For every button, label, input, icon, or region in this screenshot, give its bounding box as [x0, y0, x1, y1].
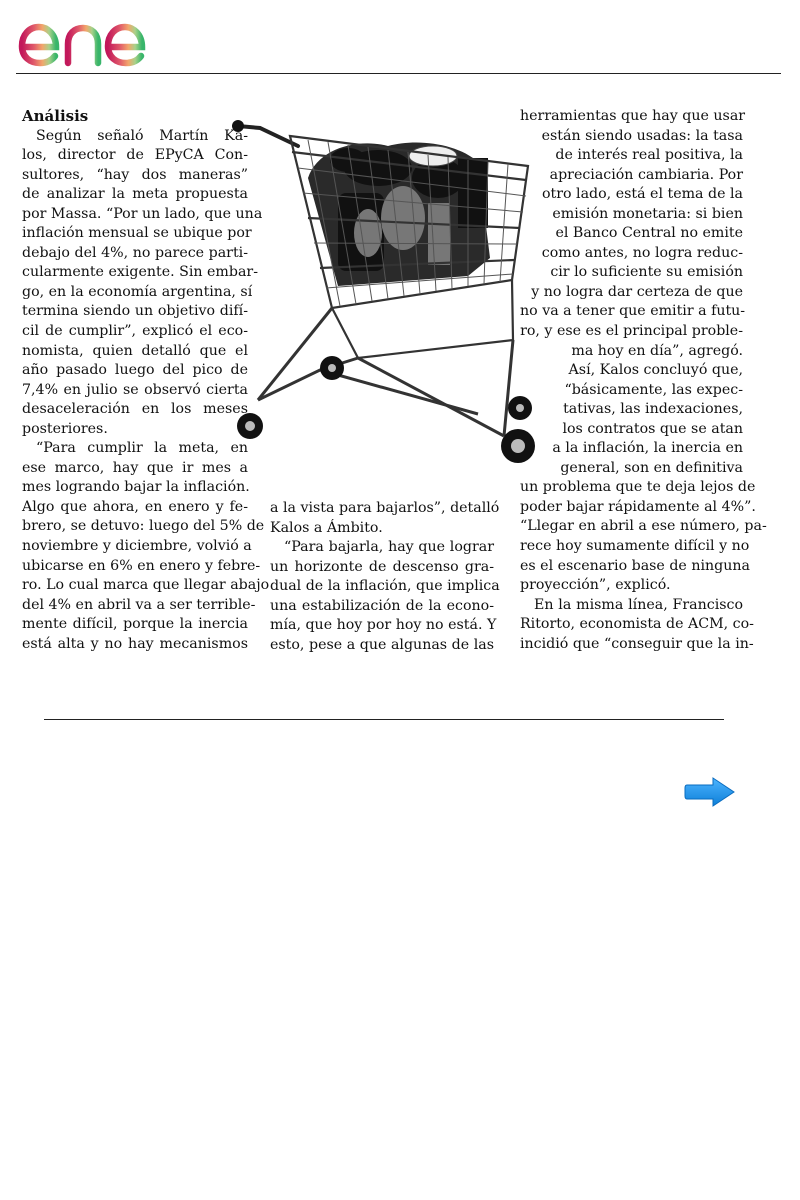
- text-line: rece hoy sumamente difícil y no: [520, 538, 750, 555]
- text-line: están siendo usadas: la tasa: [541, 127, 743, 144]
- text-line: de interés real positiva, la: [555, 147, 743, 164]
- text-line: otro lado, está el tema de la: [541, 186, 743, 203]
- text-line: un horizonte de descenso gra-: [270, 558, 494, 575]
- header-rule: [16, 73, 781, 74]
- text-line: un problema que te deja lejos de: [520, 479, 756, 496]
- article-column-2: [270, 499, 500, 655]
- text-line: apreciación cambiaria. Por: [549, 166, 743, 183]
- text-line: los contratos que se atan: [562, 420, 743, 437]
- text-line: a la inflación, la inercia en: [552, 440, 743, 457]
- text-line: ro. Lo cual marca que llegar abajo: [22, 577, 270, 594]
- text-line: cir lo suficiente su emisión: [550, 264, 743, 281]
- text-line: no va a tener que emitir a futu-: [520, 303, 746, 320]
- text-line: desaceleración en los meses: [22, 401, 248, 418]
- text-line: general, son en definitiva: [560, 459, 743, 476]
- text-line: Según señaló Martín Ka-: [36, 127, 248, 144]
- text-line: ma hoy en día”, agregó.: [571, 342, 743, 359]
- text-line: de analizar la meta propuesta: [22, 186, 248, 203]
- text-line: está alta y no hay mecanismos: [22, 635, 248, 652]
- text-line: y no logra dar certeza de que: [531, 283, 743, 300]
- text-line: ubicarse en 6% en enero y febre-: [22, 557, 261, 574]
- article-column-1: [22, 107, 270, 654]
- article-column-3: [520, 107, 767, 654]
- text-line: termina siendo un objetivo difí-: [22, 303, 248, 320]
- text-line: por Massa. “Por un lado, que una: [22, 205, 263, 222]
- text-line: dual de la inflación, que implica: [270, 578, 500, 595]
- text-line: 7,4% en julio se observó cierta: [22, 381, 248, 398]
- text-line: “Para cumplir la meta, en: [36, 440, 248, 457]
- text-line: herramientas que hay que usar: [520, 108, 746, 124]
- text-line: incidió que “conseguir que la in-: [520, 635, 754, 652]
- text-line: los, director de EPyCA Con-: [22, 147, 248, 164]
- text-line: Kalos a Ámbito.: [270, 519, 383, 536]
- text-line: cularmente exigente. Sin embar-: [22, 264, 258, 281]
- text-line: mes logrando bajar la inflación.: [22, 479, 250, 496]
- text-line: ese marco, hay que ir mes a: [22, 459, 248, 476]
- text-line: En la misma línea, Francisco: [534, 596, 743, 613]
- text-line: debajo del 4%, no parece parti-: [22, 244, 248, 261]
- text-line: cil de cumplir”, explicó el eco-: [22, 323, 248, 340]
- text-line: poder bajar rápidamente al 4%”.: [520, 498, 756, 515]
- text-line: una estabilización de la econo-: [270, 597, 494, 614]
- text-line: Así, Kalos concluyó que,: [568, 362, 743, 379]
- shopping-cart-illustration: [228, 108, 556, 468]
- arrow-right-icon[interactable]: [683, 775, 737, 809]
- text-line: es el escenario base de ninguna: [520, 557, 750, 574]
- text-line: “básicamente, las expec-: [564, 381, 743, 398]
- article-end-rule: [44, 719, 724, 720]
- text-line: sultores, “hay dos maneras”: [22, 166, 248, 183]
- text-line: mente difícil, porque la inercia: [22, 616, 248, 633]
- text-line: esto, pese a que algunas de las: [270, 636, 494, 653]
- text-line: a la vista para bajarlos”, detalló: [270, 500, 500, 516]
- section-heading: Análisis: [22, 107, 89, 125]
- text-line: mía, que hoy por hoy no está. Y: [270, 617, 497, 634]
- text-line: ro, y ese es el principal proble-: [520, 323, 743, 340]
- text-line: Ritorto, economista de ACM, co-: [520, 616, 754, 633]
- text-line: brero, se detuvo: luego del 5% de: [22, 518, 265, 535]
- text-line: Algo que ahora, en enero y fe-: [22, 498, 248, 515]
- text-line: año pasado luego del pico de: [22, 362, 248, 379]
- text-line: del 4% en abril va a ser terrible-: [22, 596, 256, 613]
- text-line: “Para bajarla, hay que lograr: [284, 539, 494, 556]
- text-line: emisión monetaria: si bien: [552, 205, 743, 222]
- text-line: el Banco Central no emite: [555, 225, 743, 242]
- text-line: inflación mensual se ubique por: [22, 225, 252, 242]
- text-line: go, en la economía argentina, sí: [22, 283, 253, 300]
- text-line: “Llegar en abril a ese número, pa-: [520, 518, 767, 535]
- enel-logo: [16, 14, 176, 70]
- text-line: proyección”, explicó.: [520, 577, 671, 594]
- text-line: tativas, las indexaciones,: [563, 401, 743, 418]
- text-line: como antes, no logra reduc-: [541, 244, 743, 261]
- text-line: posteriores.: [22, 420, 108, 437]
- text-line: nomista, quien detalló que el: [22, 342, 248, 359]
- text-line: noviembre y diciembre, volvió a: [22, 538, 252, 555]
